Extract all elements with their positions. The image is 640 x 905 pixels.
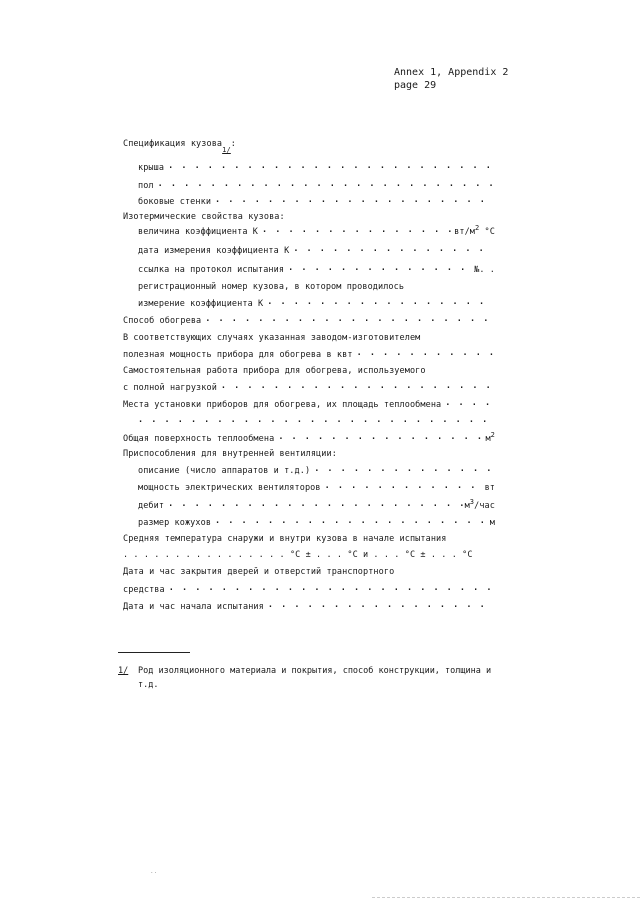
manufacturer-rated-line xyxy=(123,330,495,344)
field-floor xyxy=(138,178,495,192)
line-label: боковые стенки xyxy=(138,197,212,207)
line-label: размер кожухов xyxy=(138,518,212,528)
line-label: пол xyxy=(138,181,154,191)
door-closing-line xyxy=(123,564,495,578)
field-temperature-values xyxy=(123,547,495,561)
field-full-load xyxy=(123,380,495,394)
line-label: регистрационный номер кузова, в котором проводилось xyxy=(138,282,405,292)
field-registration-number xyxy=(138,279,495,293)
line-label: . . . . . . . . . . . . . . . . °С ± . . . °С и . . . °С ± . . . °С xyxy=(123,550,473,560)
field-ventilation-description xyxy=(138,463,495,477)
dot-leader xyxy=(357,349,493,359)
average-temperature-heading xyxy=(123,531,495,545)
line-label: дата измерения коэффициента К xyxy=(138,246,290,256)
annex-reference: Annex 1, Appendix 2 xyxy=(394,67,509,78)
line-label: измерение коэффициента К xyxy=(138,299,264,309)
dot-leader xyxy=(325,482,483,492)
field-duct-size xyxy=(138,515,495,529)
unit-label: вт xyxy=(484,483,495,493)
dot-leader xyxy=(215,517,488,527)
unit-label: м xyxy=(489,518,495,528)
dot-leader xyxy=(138,416,493,426)
line-label: величина коэффициента К xyxy=(138,227,259,237)
dot-leader xyxy=(158,180,493,190)
heater-standalone-operation-line xyxy=(123,363,495,377)
line-label: средства xyxy=(123,585,165,595)
scan-mark: .. xyxy=(150,868,158,875)
line-label: с полной нагрузкой xyxy=(123,383,217,393)
field-heating-method xyxy=(123,313,495,327)
line-label: дебит xyxy=(138,501,165,511)
line-suffix: : xyxy=(230,139,236,149)
dot-leader xyxy=(288,264,472,274)
field-fan-power xyxy=(138,480,495,494)
dot-leader xyxy=(215,196,493,206)
footnote-text: Род изоляционного материала и покрытия, способ конструкции, толщина и т.д. xyxy=(138,666,492,690)
line-label: Дата и час начала испытания xyxy=(123,602,264,612)
line-label: крыша xyxy=(138,163,165,173)
bottom-edge-line xyxy=(372,897,640,898)
unit-label: $м^2$ xyxy=(485,431,495,444)
line-label: Изотермические свойства кузова: xyxy=(123,212,285,222)
dot-leader xyxy=(168,162,493,172)
unit-label: №. . xyxy=(474,265,495,275)
page-number: page 29 xyxy=(394,80,437,91)
line-label: Общая поверхность теплообмена xyxy=(123,434,275,444)
dot-leader xyxy=(293,245,493,255)
dot-leader xyxy=(262,226,452,236)
field-k-coefficient xyxy=(138,224,495,238)
field-blank-continuation xyxy=(138,414,495,428)
unit-label: $вт/м^2$ °С xyxy=(454,224,495,237)
unit-label: $м^3$/час xyxy=(464,498,495,511)
line-label: ссылка на протокол испытания xyxy=(138,265,285,275)
line-label: Приспособления для внутренней вентиляции: xyxy=(123,449,337,459)
line-label: мощность электрических вентиляторов xyxy=(138,483,321,493)
line-label: Спецификация кузова xyxy=(123,139,223,149)
field-k-measurement xyxy=(138,296,495,310)
dot-leader xyxy=(205,315,493,325)
dot-leader xyxy=(221,382,493,392)
line-label: Способ обогрева xyxy=(123,316,202,326)
dot-leader xyxy=(314,465,493,475)
field-heater-power-kw xyxy=(123,347,495,361)
ventilation-heading xyxy=(123,446,495,460)
dot-leader xyxy=(445,399,493,409)
field-total-heat-exchange-surface xyxy=(123,431,495,445)
field-k-measurement-date xyxy=(138,243,495,257)
field-test-start xyxy=(123,599,495,613)
footnote-separator xyxy=(118,652,190,653)
dot-leader xyxy=(169,584,493,594)
line-label: Средняя температура снаружи и внутри кузова в начале испытания xyxy=(123,534,447,544)
dot-leader xyxy=(267,298,493,308)
field-roof xyxy=(138,160,495,174)
field-heater-locations xyxy=(123,397,495,411)
line-label: полезная мощность прибора для обогрева в квт xyxy=(123,350,353,360)
line-label: Места установки приборов для обогрева, их площадь теплообмена xyxy=(123,400,442,410)
line-label: описание (число аппаратов и т.д.) xyxy=(138,466,311,476)
body-specification-heading: Спецификация кузова 1/ : xyxy=(123,139,236,154)
dot-leader xyxy=(268,601,493,611)
field-side-walls xyxy=(138,194,495,208)
isothermal-properties-heading xyxy=(123,209,495,223)
dot-leader xyxy=(168,500,462,510)
line-label: Дата и час закрытия дверей и отверстий транспортного xyxy=(123,567,395,577)
line-label: Самостоятельная работа прибора для обогрева, используемого xyxy=(123,366,426,376)
line-label: В соответствующих случаях указанная заводом-изготовителем xyxy=(123,333,421,343)
dot-leader xyxy=(278,433,483,443)
field-test-report-reference xyxy=(138,262,495,276)
field-flow-rate xyxy=(138,498,495,512)
footnote-number: 1/ xyxy=(118,666,129,676)
field-vehicle xyxy=(123,582,495,596)
